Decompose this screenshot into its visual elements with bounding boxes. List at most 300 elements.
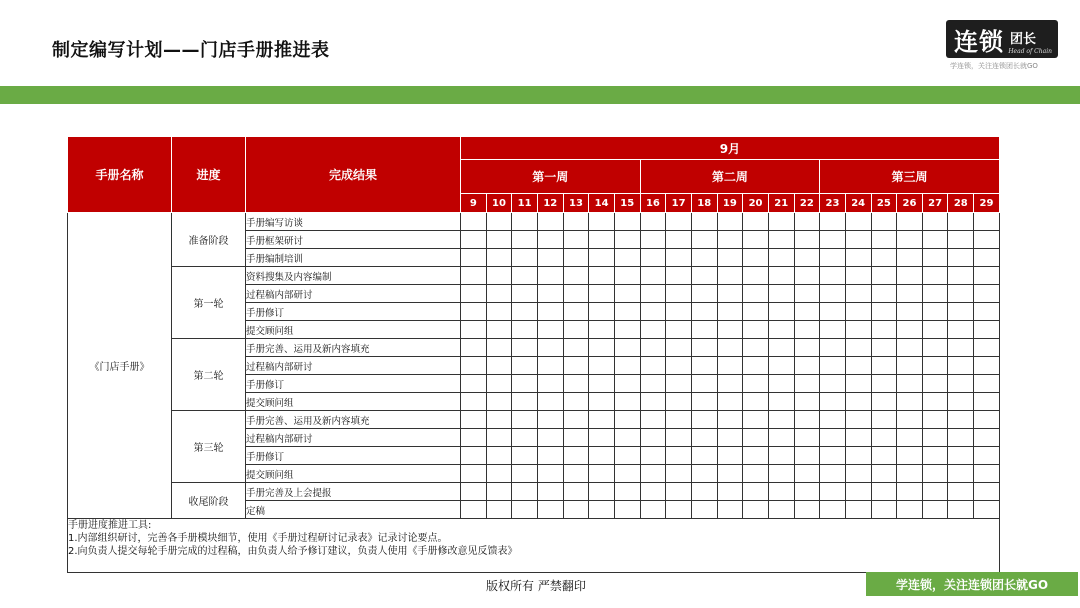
schedule-cell[interactable]	[717, 357, 743, 375]
schedule-cell[interactable]	[666, 303, 692, 321]
schedule-cell[interactable]	[461, 231, 487, 249]
schedule-cell[interactable]	[563, 267, 589, 285]
schedule-cell[interactable]	[614, 429, 640, 447]
schedule-cell[interactable]	[794, 249, 820, 267]
schedule-cell[interactable]	[948, 267, 974, 285]
schedule-cell[interactable]	[614, 321, 640, 339]
schedule-cell[interactable]	[640, 249, 666, 267]
schedule-cell[interactable]	[589, 213, 615, 231]
schedule-cell[interactable]	[537, 357, 563, 375]
schedule-cell[interactable]	[922, 339, 948, 357]
schedule-cell[interactable]	[691, 465, 717, 483]
schedule-cell[interactable]	[537, 267, 563, 285]
schedule-cell[interactable]	[743, 447, 769, 465]
schedule-cell[interactable]	[512, 339, 538, 357]
schedule-cell[interactable]	[820, 267, 846, 285]
schedule-cell[interactable]	[871, 429, 897, 447]
schedule-cell[interactable]	[512, 267, 538, 285]
schedule-cell[interactable]	[948, 411, 974, 429]
schedule-cell[interactable]	[537, 303, 563, 321]
schedule-cell[interactable]	[640, 285, 666, 303]
schedule-cell[interactable]	[461, 447, 487, 465]
schedule-cell[interactable]	[691, 267, 717, 285]
schedule-cell[interactable]	[794, 267, 820, 285]
schedule-cell[interactable]	[820, 375, 846, 393]
schedule-cell[interactable]	[717, 267, 743, 285]
schedule-cell[interactable]	[922, 213, 948, 231]
schedule-cell[interactable]	[486, 213, 512, 231]
schedule-cell[interactable]	[871, 339, 897, 357]
schedule-cell[interactable]	[640, 501, 666, 519]
schedule-cell[interactable]	[768, 429, 794, 447]
schedule-cell[interactable]	[589, 465, 615, 483]
schedule-cell[interactable]	[922, 321, 948, 339]
schedule-cell[interactable]	[717, 213, 743, 231]
schedule-cell[interactable]	[486, 285, 512, 303]
schedule-cell[interactable]	[563, 321, 589, 339]
schedule-cell[interactable]	[640, 357, 666, 375]
schedule-cell[interactable]	[666, 339, 692, 357]
schedule-cell[interactable]	[640, 375, 666, 393]
schedule-cell[interactable]	[486, 447, 512, 465]
schedule-cell[interactable]	[845, 501, 871, 519]
schedule-cell[interactable]	[794, 375, 820, 393]
schedule-cell[interactable]	[640, 429, 666, 447]
schedule-cell[interactable]	[897, 339, 923, 357]
schedule-cell[interactable]	[820, 339, 846, 357]
schedule-cell[interactable]	[743, 393, 769, 411]
schedule-cell[interactable]	[666, 285, 692, 303]
schedule-cell[interactable]	[845, 465, 871, 483]
schedule-cell[interactable]	[948, 375, 974, 393]
schedule-cell[interactable]	[794, 465, 820, 483]
schedule-cell[interactable]	[845, 339, 871, 357]
schedule-cell[interactable]	[897, 375, 923, 393]
schedule-cell[interactable]	[743, 501, 769, 519]
schedule-cell[interactable]	[717, 285, 743, 303]
schedule-cell[interactable]	[691, 303, 717, 321]
schedule-cell[interactable]	[614, 231, 640, 249]
schedule-cell[interactable]	[717, 375, 743, 393]
schedule-cell[interactable]	[640, 303, 666, 321]
schedule-cell[interactable]	[820, 429, 846, 447]
schedule-cell[interactable]	[768, 267, 794, 285]
schedule-cell[interactable]	[768, 303, 794, 321]
schedule-cell[interactable]	[563, 213, 589, 231]
schedule-cell[interactable]	[897, 483, 923, 501]
schedule-cell[interactable]	[871, 447, 897, 465]
schedule-cell[interactable]	[614, 285, 640, 303]
schedule-cell[interactable]	[948, 285, 974, 303]
schedule-cell[interactable]	[589, 285, 615, 303]
schedule-cell[interactable]	[743, 231, 769, 249]
schedule-cell[interactable]	[614, 303, 640, 321]
schedule-cell[interactable]	[871, 231, 897, 249]
schedule-cell[interactable]	[768, 249, 794, 267]
schedule-cell[interactable]	[691, 321, 717, 339]
schedule-cell[interactable]	[563, 393, 589, 411]
schedule-cell[interactable]	[666, 213, 692, 231]
schedule-cell[interactable]	[537, 393, 563, 411]
schedule-cell[interactable]	[614, 375, 640, 393]
schedule-cell[interactable]	[486, 321, 512, 339]
schedule-cell[interactable]	[845, 213, 871, 231]
schedule-cell[interactable]	[922, 303, 948, 321]
schedule-cell[interactable]	[768, 357, 794, 375]
schedule-cell[interactable]	[486, 393, 512, 411]
schedule-cell[interactable]	[897, 213, 923, 231]
schedule-cell[interactable]	[820, 447, 846, 465]
schedule-cell[interactable]	[871, 357, 897, 375]
schedule-cell[interactable]	[871, 375, 897, 393]
schedule-cell[interactable]	[922, 447, 948, 465]
schedule-cell[interactable]	[948, 501, 974, 519]
schedule-cell[interactable]	[512, 483, 538, 501]
schedule-cell[interactable]	[845, 357, 871, 375]
schedule-cell[interactable]	[743, 213, 769, 231]
schedule-cell[interactable]	[512, 303, 538, 321]
schedule-cell[interactable]	[666, 483, 692, 501]
schedule-cell[interactable]	[640, 267, 666, 285]
schedule-cell[interactable]	[461, 357, 487, 375]
schedule-cell[interactable]	[948, 213, 974, 231]
schedule-cell[interactable]	[794, 357, 820, 375]
schedule-cell[interactable]	[845, 321, 871, 339]
schedule-cell[interactable]	[974, 249, 1000, 267]
schedule-cell[interactable]	[897, 303, 923, 321]
schedule-cell[interactable]	[922, 267, 948, 285]
schedule-cell[interactable]	[691, 213, 717, 231]
schedule-cell[interactable]	[768, 465, 794, 483]
schedule-cell[interactable]	[948, 483, 974, 501]
schedule-cell[interactable]	[922, 429, 948, 447]
schedule-cell[interactable]	[845, 249, 871, 267]
schedule-cell[interactable]	[589, 393, 615, 411]
schedule-cell[interactable]	[922, 393, 948, 411]
schedule-cell[interactable]	[512, 501, 538, 519]
schedule-cell[interactable]	[743, 429, 769, 447]
schedule-cell[interactable]	[768, 285, 794, 303]
schedule-cell[interactable]	[845, 411, 871, 429]
schedule-cell[interactable]	[461, 321, 487, 339]
schedule-cell[interactable]	[537, 483, 563, 501]
schedule-cell[interactable]	[691, 249, 717, 267]
schedule-cell[interactable]	[691, 483, 717, 501]
schedule-cell[interactable]	[563, 429, 589, 447]
schedule-cell[interactable]	[512, 249, 538, 267]
schedule-cell[interactable]	[948, 393, 974, 411]
schedule-cell[interactable]	[486, 465, 512, 483]
schedule-cell[interactable]	[563, 483, 589, 501]
schedule-cell[interactable]	[563, 447, 589, 465]
schedule-cell[interactable]	[691, 231, 717, 249]
schedule-cell[interactable]	[512, 321, 538, 339]
schedule-cell[interactable]	[537, 411, 563, 429]
schedule-cell[interactable]	[589, 411, 615, 429]
schedule-cell[interactable]	[897, 465, 923, 483]
schedule-cell[interactable]	[486, 483, 512, 501]
schedule-cell[interactable]	[717, 249, 743, 267]
schedule-cell[interactable]	[794, 501, 820, 519]
schedule-cell[interactable]	[845, 303, 871, 321]
schedule-cell[interactable]	[974, 213, 1000, 231]
schedule-cell[interactable]	[461, 213, 487, 231]
schedule-cell[interactable]	[563, 411, 589, 429]
schedule-cell[interactable]	[820, 465, 846, 483]
schedule-cell[interactable]	[820, 483, 846, 501]
schedule-cell[interactable]	[640, 339, 666, 357]
schedule-cell[interactable]	[820, 285, 846, 303]
schedule-cell[interactable]	[922, 411, 948, 429]
schedule-cell[interactable]	[512, 231, 538, 249]
schedule-cell[interactable]	[948, 231, 974, 249]
schedule-cell[interactable]	[666, 429, 692, 447]
schedule-cell[interactable]	[948, 465, 974, 483]
schedule-cell[interactable]	[871, 501, 897, 519]
schedule-cell[interactable]	[537, 501, 563, 519]
schedule-cell[interactable]	[563, 465, 589, 483]
schedule-cell[interactable]	[768, 231, 794, 249]
schedule-cell[interactable]	[897, 249, 923, 267]
schedule-cell[interactable]	[743, 303, 769, 321]
schedule-cell[interactable]	[897, 447, 923, 465]
schedule-cell[interactable]	[640, 321, 666, 339]
schedule-cell[interactable]	[743, 321, 769, 339]
schedule-cell[interactable]	[845, 267, 871, 285]
schedule-cell[interactable]	[871, 303, 897, 321]
schedule-cell[interactable]	[589, 303, 615, 321]
schedule-cell[interactable]	[512, 285, 538, 303]
schedule-cell[interactable]	[614, 411, 640, 429]
schedule-cell[interactable]	[743, 411, 769, 429]
schedule-cell[interactable]	[820, 501, 846, 519]
schedule-cell[interactable]	[614, 447, 640, 465]
schedule-cell[interactable]	[974, 357, 1000, 375]
schedule-cell[interactable]	[486, 429, 512, 447]
schedule-cell[interactable]	[486, 375, 512, 393]
schedule-cell[interactable]	[537, 231, 563, 249]
schedule-cell[interactable]	[794, 429, 820, 447]
schedule-cell[interactable]	[691, 339, 717, 357]
schedule-cell[interactable]	[974, 285, 1000, 303]
schedule-cell[interactable]	[922, 501, 948, 519]
schedule-cell[interactable]	[486, 249, 512, 267]
schedule-cell[interactable]	[820, 321, 846, 339]
schedule-cell[interactable]	[845, 429, 871, 447]
schedule-cell[interactable]	[974, 231, 1000, 249]
schedule-cell[interactable]	[563, 339, 589, 357]
schedule-cell[interactable]	[614, 213, 640, 231]
schedule-cell[interactable]	[666, 465, 692, 483]
schedule-cell[interactable]	[820, 303, 846, 321]
schedule-cell[interactable]	[743, 285, 769, 303]
schedule-cell[interactable]	[717, 429, 743, 447]
schedule-cell[interactable]	[897, 231, 923, 249]
schedule-cell[interactable]	[691, 447, 717, 465]
schedule-cell[interactable]	[614, 393, 640, 411]
schedule-cell[interactable]	[717, 447, 743, 465]
schedule-cell[interactable]	[768, 447, 794, 465]
schedule-cell[interactable]	[640, 483, 666, 501]
schedule-cell[interactable]	[461, 393, 487, 411]
schedule-cell[interactable]	[820, 393, 846, 411]
schedule-cell[interactable]	[461, 411, 487, 429]
schedule-cell[interactable]	[666, 231, 692, 249]
schedule-cell[interactable]	[897, 411, 923, 429]
schedule-cell[interactable]	[768, 411, 794, 429]
schedule-cell[interactable]	[461, 483, 487, 501]
schedule-cell[interactable]	[768, 339, 794, 357]
schedule-cell[interactable]	[666, 393, 692, 411]
schedule-cell[interactable]	[537, 375, 563, 393]
schedule-cell[interactable]	[743, 483, 769, 501]
schedule-cell[interactable]	[974, 303, 1000, 321]
schedule-cell[interactable]	[794, 393, 820, 411]
schedule-cell[interactable]	[691, 285, 717, 303]
schedule-cell[interactable]	[794, 447, 820, 465]
schedule-cell[interactable]	[922, 483, 948, 501]
schedule-cell[interactable]	[845, 483, 871, 501]
schedule-cell[interactable]	[794, 231, 820, 249]
schedule-cell[interactable]	[640, 213, 666, 231]
schedule-cell[interactable]	[948, 321, 974, 339]
schedule-cell[interactable]	[768, 213, 794, 231]
schedule-cell[interactable]	[461, 267, 487, 285]
schedule-cell[interactable]	[717, 501, 743, 519]
schedule-cell[interactable]	[871, 393, 897, 411]
schedule-cell[interactable]	[461, 303, 487, 321]
schedule-cell[interactable]	[768, 321, 794, 339]
schedule-cell[interactable]	[743, 357, 769, 375]
schedule-cell[interactable]	[974, 429, 1000, 447]
schedule-cell[interactable]	[974, 339, 1000, 357]
schedule-cell[interactable]	[717, 231, 743, 249]
schedule-cell[interactable]	[922, 285, 948, 303]
schedule-cell[interactable]	[461, 285, 487, 303]
schedule-cell[interactable]	[512, 411, 538, 429]
schedule-cell[interactable]	[845, 285, 871, 303]
schedule-cell[interactable]	[589, 267, 615, 285]
schedule-cell[interactable]	[794, 321, 820, 339]
schedule-cell[interactable]	[486, 411, 512, 429]
schedule-cell[interactable]	[563, 285, 589, 303]
schedule-cell[interactable]	[717, 339, 743, 357]
schedule-cell[interactable]	[768, 501, 794, 519]
schedule-cell[interactable]	[974, 411, 1000, 429]
schedule-cell[interactable]	[666, 375, 692, 393]
schedule-cell[interactable]	[948, 357, 974, 375]
schedule-cell[interactable]	[922, 375, 948, 393]
schedule-cell[interactable]	[948, 339, 974, 357]
schedule-cell[interactable]	[486, 267, 512, 285]
schedule-cell[interactable]	[794, 483, 820, 501]
schedule-cell[interactable]	[717, 393, 743, 411]
schedule-cell[interactable]	[794, 339, 820, 357]
schedule-cell[interactable]	[512, 393, 538, 411]
schedule-cell[interactable]	[589, 501, 615, 519]
schedule-cell[interactable]	[563, 303, 589, 321]
schedule-cell[interactable]	[691, 429, 717, 447]
schedule-cell[interactable]	[820, 213, 846, 231]
schedule-cell[interactable]	[871, 321, 897, 339]
schedule-cell[interactable]	[717, 465, 743, 483]
schedule-cell[interactable]	[691, 411, 717, 429]
schedule-cell[interactable]	[845, 447, 871, 465]
schedule-cell[interactable]	[666, 411, 692, 429]
schedule-cell[interactable]	[640, 447, 666, 465]
schedule-cell[interactable]	[666, 501, 692, 519]
schedule-cell[interactable]	[589, 375, 615, 393]
schedule-cell[interactable]	[512, 447, 538, 465]
schedule-cell[interactable]	[743, 249, 769, 267]
schedule-cell[interactable]	[845, 393, 871, 411]
schedule-cell[interactable]	[537, 285, 563, 303]
schedule-cell[interactable]	[537, 429, 563, 447]
schedule-cell[interactable]	[614, 465, 640, 483]
schedule-cell[interactable]	[717, 411, 743, 429]
schedule-cell[interactable]	[640, 411, 666, 429]
schedule-cell[interactable]	[820, 249, 846, 267]
schedule-cell[interactable]	[589, 357, 615, 375]
schedule-cell[interactable]	[897, 429, 923, 447]
schedule-cell[interactable]	[845, 231, 871, 249]
schedule-cell[interactable]	[512, 375, 538, 393]
schedule-cell[interactable]	[922, 465, 948, 483]
schedule-cell[interactable]	[897, 267, 923, 285]
schedule-cell[interactable]	[871, 411, 897, 429]
schedule-cell[interactable]	[743, 339, 769, 357]
schedule-cell[interactable]	[537, 213, 563, 231]
schedule-cell[interactable]	[768, 393, 794, 411]
schedule-cell[interactable]	[922, 249, 948, 267]
schedule-cell[interactable]	[666, 267, 692, 285]
schedule-cell[interactable]	[897, 357, 923, 375]
schedule-cell[interactable]	[794, 285, 820, 303]
schedule-cell[interactable]	[461, 429, 487, 447]
schedule-cell[interactable]	[871, 267, 897, 285]
schedule-cell[interactable]	[589, 339, 615, 357]
schedule-cell[interactable]	[563, 231, 589, 249]
schedule-cell[interactable]	[614, 357, 640, 375]
schedule-cell[interactable]	[461, 375, 487, 393]
schedule-cell[interactable]	[820, 411, 846, 429]
schedule-cell[interactable]	[794, 411, 820, 429]
schedule-cell[interactable]	[974, 483, 1000, 501]
schedule-cell[interactable]	[512, 213, 538, 231]
schedule-cell[interactable]	[486, 231, 512, 249]
schedule-cell[interactable]	[614, 267, 640, 285]
schedule-cell[interactable]	[563, 501, 589, 519]
schedule-cell[interactable]	[589, 447, 615, 465]
schedule-cell[interactable]	[537, 447, 563, 465]
schedule-cell[interactable]	[640, 393, 666, 411]
schedule-cell[interactable]	[640, 465, 666, 483]
schedule-cell[interactable]	[948, 249, 974, 267]
schedule-cell[interactable]	[871, 249, 897, 267]
schedule-cell[interactable]	[537, 321, 563, 339]
schedule-cell[interactable]	[691, 393, 717, 411]
schedule-cell[interactable]	[897, 321, 923, 339]
schedule-cell[interactable]	[743, 465, 769, 483]
schedule-cell[interactable]	[974, 393, 1000, 411]
schedule-cell[interactable]	[666, 447, 692, 465]
schedule-cell[interactable]	[743, 375, 769, 393]
schedule-cell[interactable]	[666, 357, 692, 375]
schedule-cell[interactable]	[768, 483, 794, 501]
schedule-cell[interactable]	[640, 231, 666, 249]
schedule-cell[interactable]	[871, 483, 897, 501]
schedule-cell[interactable]	[717, 303, 743, 321]
